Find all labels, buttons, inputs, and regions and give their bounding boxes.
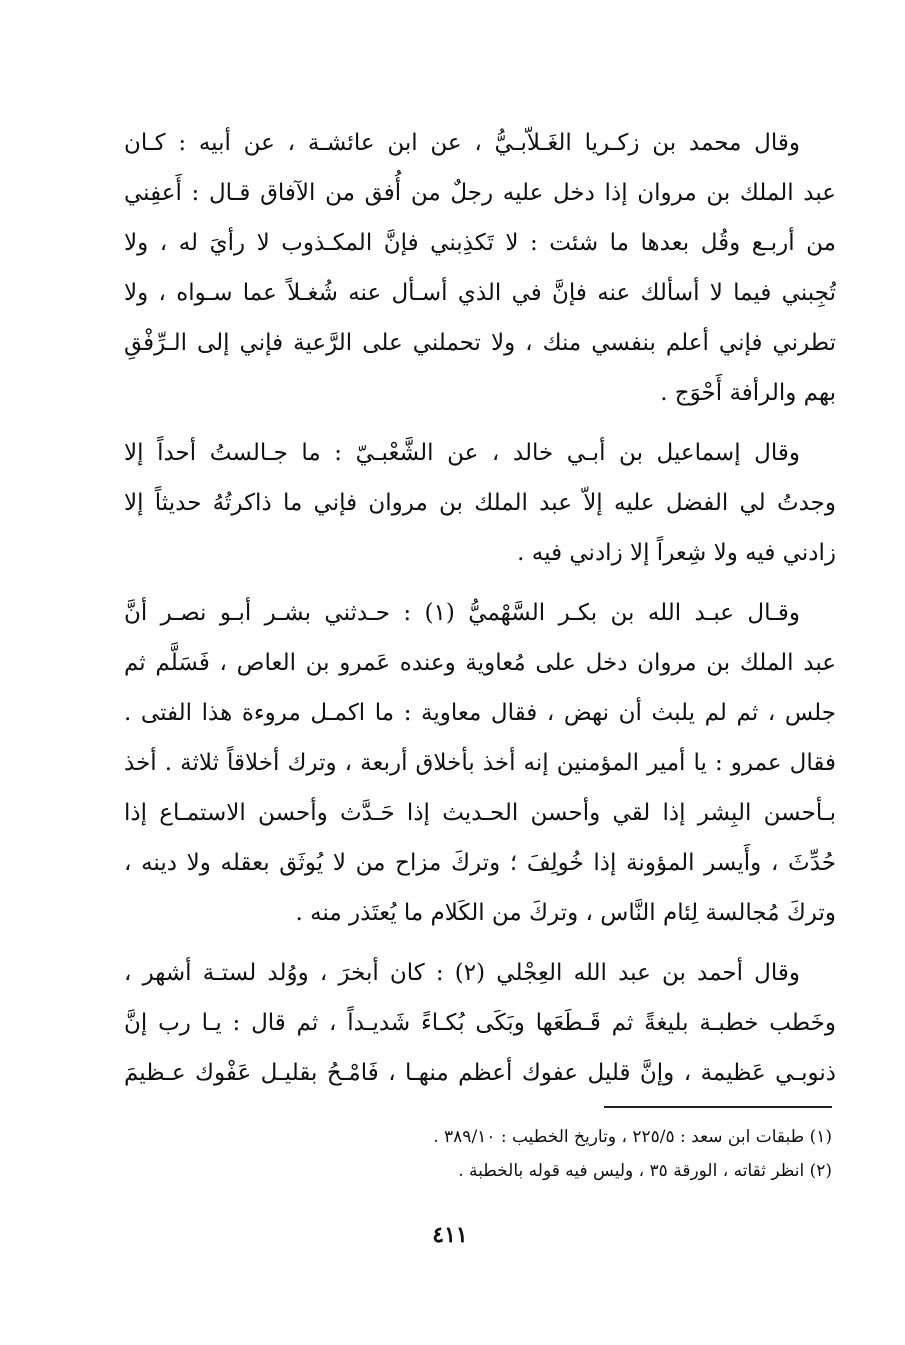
main-text xyxy=(124,118,836,1108)
text-line: زادني فيه ولا شِعراً إلا زادني فيه . xyxy=(517,540,836,566)
text-line: عبد الملك بن مروان إذا دخل عليه رجلٌ من أُفق من الآفاق قـال : أَعفِني xyxy=(124,180,836,206)
paragraph-4 xyxy=(124,948,836,1098)
text-line: تطرني فإني أعلم بنفسي منك ، ولا تحملني على الرَّعية فإني إلى الـرِّفْقِ xyxy=(124,330,836,356)
text-line: جلس ، ثم لم يلبث أن نهض ، فقال معاوية : ما اكمـل مروءة هذا الفتى . xyxy=(124,700,836,726)
paragraph-3 xyxy=(124,588,836,938)
footnotes xyxy=(200,1120,832,1188)
text-line: وتركَ مُجالسة لِئام النَّاس ، وتركَ من الكَلام ما يُعتَذر منه . xyxy=(295,900,836,926)
text-line: من أربـع وقُل بعدها ما شئت : لا تَكذِبني فإنَّ المكـذوب لا رأيَ له ، ولا xyxy=(124,230,836,256)
text-line: بـأحسن البِشر إذا لقي وأحسن الحـديث إذا حَـدَّث وأحسن الاستمـاع إذا xyxy=(124,800,836,826)
text-line: وخَطب خطبـة بليغةً ثم قَـطَعَها وبَكَى بُكـاءً شَديـداً ، ثم قال : يـا رب إنَّ xyxy=(124,1010,836,1036)
text-line: بهم والرأفة أَحْوَج . xyxy=(660,380,836,406)
text-line: عبد الملك بن مروان دخل على مُعاوية وعنده عَمرو بن العاص ، فَسَلَّم ثم xyxy=(124,650,836,676)
text-line: تُجِبني فيما لا أسألك عنه فإنَّ في الذي أسـأل عنه شُغـلاً عما سـواه ، ولا xyxy=(124,280,836,306)
footnote-divider xyxy=(604,1106,832,1108)
text-line: حُدِّثَ ، وأَيسر المؤونة إذا خُولِفَ ؛ وتركَ مزاح من لا يُوثَق بعقله ولا دينه ، xyxy=(124,850,836,876)
text-line: وقال أحمد بن عبد الله العِجْلي (٢) : كان أبخرَ ، ووُلد لستـة أشهر ، xyxy=(124,960,800,986)
text-line: وقـال عبـد الله بن بكـر السَّهْميُّ (١) : حـدثني بشـر أبـو نصـر أنَّ xyxy=(124,600,800,626)
paragraph-1 xyxy=(124,118,836,418)
text-line: وقال إسماعيل بن أبـي خالد ، عن الشَّعْبـيّ : ما جـالستُ أحداً إلا xyxy=(124,440,800,466)
page-number: ٤١١ xyxy=(432,1222,468,1248)
text-line: ذنوبـي عَظيمة ، وإنَّ قليل عفوك أعظم منهـا ، فَامْـحُ بقليـل عَفْوك عـظيمَ xyxy=(124,1060,836,1086)
footnote-2: (٢) انظر ثقاته ، الورقة ٣٥ ، وليس فيه قوله بالخطبة . xyxy=(458,1161,832,1181)
footnote-1: (١) طبقات ابن سعد : ٢٢٥/٥ ، وتاريخ الخطيب : ٣٨٩/١٠ . xyxy=(433,1127,832,1147)
paragraph-2 xyxy=(124,428,836,578)
text-line: وجدتُ لي الفضل عليه إلاّ عبد الملك بن مروان فإني ما ذاكرتُهُ حديثاً إلا xyxy=(124,490,836,516)
text-line: وقال محمد بن زكـريا الغَـلاّبـيُّ ، عن ابن عائشـة ، عن أبيه : كـان xyxy=(124,130,800,156)
text-line: فقال عمرو : يا أمير المؤمنين إنه أخذ بأخلاق أربعة ، وترك أخلاقاً ثلاثة . أخذ xyxy=(124,750,836,776)
